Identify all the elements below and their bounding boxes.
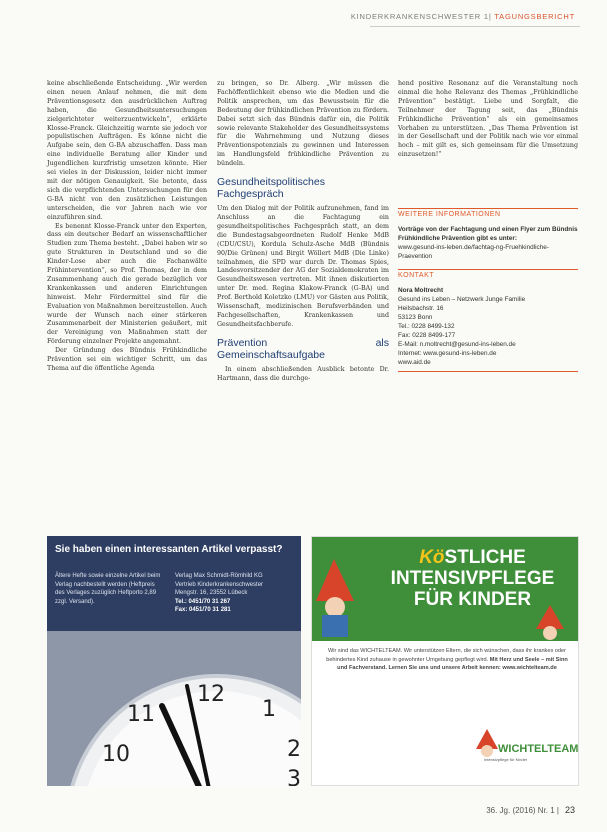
clock-num: 11 xyxy=(127,702,155,727)
info-box-text: Vorträge von der Fachtagung und einen Flyer zum Bündnis Frühkindliche Prävention gibt es unter: www.gesund-ins-leben.de/fachtag-ng-Fruehkindliche-Praevention xyxy=(398,226,578,261)
column-3 xyxy=(398,80,578,372)
header-magazine: KINDERKRANKENSCHWESTER 1| xyxy=(350,12,492,21)
heading-gemeinschaftsaufgabe: Prävention als Gemeinschaftsaufgabe xyxy=(217,336,389,361)
info-link[interactable]: www.gesund-ins-leben.de/fachtag-ng-Fruehkindliche-Praevention xyxy=(398,244,549,261)
publisher-line: Mengstr. 16, 23552 Lübeck xyxy=(175,590,248,596)
back-issue-ad xyxy=(47,536,301,786)
contact-web[interactable]: www.aid.de xyxy=(398,358,431,366)
wichtelteam-ad xyxy=(311,536,579,786)
contact-line: 53123 Bonn xyxy=(398,313,433,321)
header-section: TAGUNGSBERICHT xyxy=(494,12,575,21)
fax-number: Fax: 0451/70 31 281 xyxy=(175,607,231,613)
contact-line: Heilsbachstr. 16 xyxy=(398,304,444,312)
col2-para-1: zu bringen, so Dr. Alberg. „Wir müssen die Fachöffentlichkeit ebenso wie die Medien und die Politik ansprechen, um das Bewusstsein für die Bedeutung der frühkindlichen Prävention zu fördern. Dabei setzt sich das Bündnis dafür ein, die Politik sowie relevante Stakeholder des Gesundheitssystems für die Wahrnehmung und Nutzung dieses Präventionspotenzials zu gewinnen und Interessen im Handlungsfeld frühkindliche Prävention zu bündeln. xyxy=(217,80,389,168)
publisher-line: Vertrieb Kinderkrankenschwester xyxy=(175,581,264,588)
ad-headline: KöSTLICHE INTENSIVPFLEGE FÜR KINDER xyxy=(390,547,555,610)
clock-num: 3 xyxy=(287,767,301,786)
clock-num: 12 xyxy=(197,682,225,707)
contact-line: Nora Moltrecht xyxy=(398,286,444,294)
col1-para-1: keine abschließende Entscheidung. „Wir werden einen neuen Anlauf nehmen, die mit dem Präventionsgesetz den ausdrücklichen Auftrag haben, die Gesundheitsuntersuchungen zielgerichteter weiterzuentwickeln“, erklärte Klosse-Franck. Gleichzeitig warnte sie jedoch vor populistischen Aufträgen. Es könne nicht die Aufgabe sein, den G-BA abzuschaffen. Dass man eine individuelle Beratung aller Kinder und Jugendlichen kurzfristig umsetzen könnte. Hier sei vieles in der Diskussion, leider nicht immer mit der nötigen Genauigkeit. Sie betonte, dass sich die verpflichtenden Untersuchungen für den G-BA nicht von den zusätzlichen Leistungen unterscheiden, die vor Jahren nach wie vor einzuführen sind. xyxy=(47,80,207,221)
contact-web[interactable]: Internet: www.gesund-ins-leben.de xyxy=(398,349,497,357)
ad-body: Wir sind das WICHTELTEAM. Wir unterstützen Eltern, die sich wünschen, dass ihr krankes oder behindertes Kind zuhause in gewohnter Umgebung gepflegt wird. Mit Herz und Seele – mit Sinn und Fachverstand. Lernen Sie uns und unsere Arbeit kennen: www.wichtelteam.de xyxy=(326,648,568,672)
clock-num: 10 xyxy=(102,742,130,767)
contact-line: Gesund ins Leben – Netzwerk Junge Familie xyxy=(398,295,526,303)
heading-fachgespraech: Gesundheitspolitisches Fachgespräch xyxy=(217,176,325,201)
wichtelteam-logo xyxy=(472,723,579,771)
ad-left-text: Ältere Hefte sowie einzelne Artikel beim Verlag nachbestellt werden (Heftpreis des Verlages zuzüglich Heftporto 2,89 zzgl. Versand). xyxy=(55,573,161,605)
publisher-line: Verlag Max Schmidt-Römhild KG xyxy=(175,573,263,579)
column-1 xyxy=(47,80,207,374)
clock-num: 2 xyxy=(287,737,301,762)
logo-subtitle: Intensivpflege für Kinder xyxy=(484,757,528,762)
col2-para-3: In einem abschließenden Ausblick betonte Dr. Hartmann, dass die durchge- xyxy=(217,365,389,382)
clock-num: 1 xyxy=(262,697,276,722)
contact-email[interactable]: E-Mail: n.moltrecht@gesund-ins-leben.de xyxy=(398,340,516,348)
running-header xyxy=(0,12,575,21)
issue-info: 36. Jg. (2016) Nr. 1 | xyxy=(486,806,559,815)
ad-right-text xyxy=(175,572,297,615)
contact-line: Tel.: 0228 8499-132 xyxy=(398,322,455,330)
contact-box-title: KONTAKT xyxy=(398,269,578,281)
col1-para-3: Der Gründung des Bündnis Frühkindliche Prävention sei ein wichtiger Schritt, um das Thema auf die öffentliche Agenda xyxy=(47,347,207,372)
phone-number: Tel.: 0451/70 31 267 xyxy=(175,598,231,605)
contact-line: Fax: 0228 8499-177 xyxy=(398,331,456,339)
col2-para-2: Um den Dialog mit der Politik aufzunehmen, fand im Anschluss an die Fachtagung ein gesundheitspolitisches Fachgespräch statt, an dem die Bundestagsabgeordneten Rudolf Henke MdB (CDU/CSU), Kordula Schulz-Asche MdB (Bündnis 90/Die Grünen) und Birgit Wöllert MdB (Die Linke) teilnahmen, die SPD war durch Dr. Thomas Spies, Landesvorsitzender der AG der Sozialdemokraten im Gesundheitswesen vertreten. Mit ihnen diskutierten unter Dr. med. Regina Klakow-Franck (G-BA) und Prof. Berthold Koletzko (LMU) vor Gästen aus Politik, Wissenschaft, medizinischen Berufsverbänden und Fachgesellschaften, Krankenkassen und Gesundheitsfachberufe. xyxy=(217,205,389,328)
col1-para-2: Es benennt Klosse-Franck unter den Experten, dass ein deutscher Bedarf an wissenschaftlicher Studien zum Thema besteht. „Dabei haben wir so gute Strukturen in Deutschland und so die Kinder-Lose aber auch die Fachanwälte Frühintervention“, so Prof. Thomas, der in dem Zusammenhang auch die gerade bezüglich vor Krankenkassen und anderen Einrichtungen hinweist. Mehr Fördermittel sind für die Evaluation von Maßnahmen bereitzustellen. Auch wurde der Wunsch nach einer stärkeren Zusammenarbeit der Ministerien geäußert, mit der Vereinigung von Maßnahmen statt der Förderung einzelner Projekte angemahnt. xyxy=(47,222,207,346)
info-box-title: WEITERE INFORMATIONEN xyxy=(398,208,578,220)
contact-box xyxy=(398,286,578,367)
header-rule xyxy=(370,26,580,27)
logo-name: WICHTELTEAM xyxy=(498,743,579,755)
col3-para: hend positive Resonanz auf die Veranstaltung noch einmal die hohe Relevanz des Themas „Frühkindliche Prävention“ bestätigt. Liebe und Sorgfalt, die Teilnehmer der Tagung seit, das „Bündnis Frühkindliche Prävention“ als ein gemeinsames Vorhaben zu unterstützen. „Das Thema Prävention ist in der Gesellschaft und der Politik nach wie vor einmal hoch – mit gilt es, sich gemeinsam für die Umsetzung einzusetzen!“ xyxy=(398,80,578,159)
page-number: 23 xyxy=(564,805,575,815)
contact-rule xyxy=(398,371,578,372)
column-2 xyxy=(217,80,389,384)
page-footer xyxy=(0,805,575,815)
ad-title: Sie haben einen interessanten Artikel verpasst? xyxy=(55,544,283,555)
